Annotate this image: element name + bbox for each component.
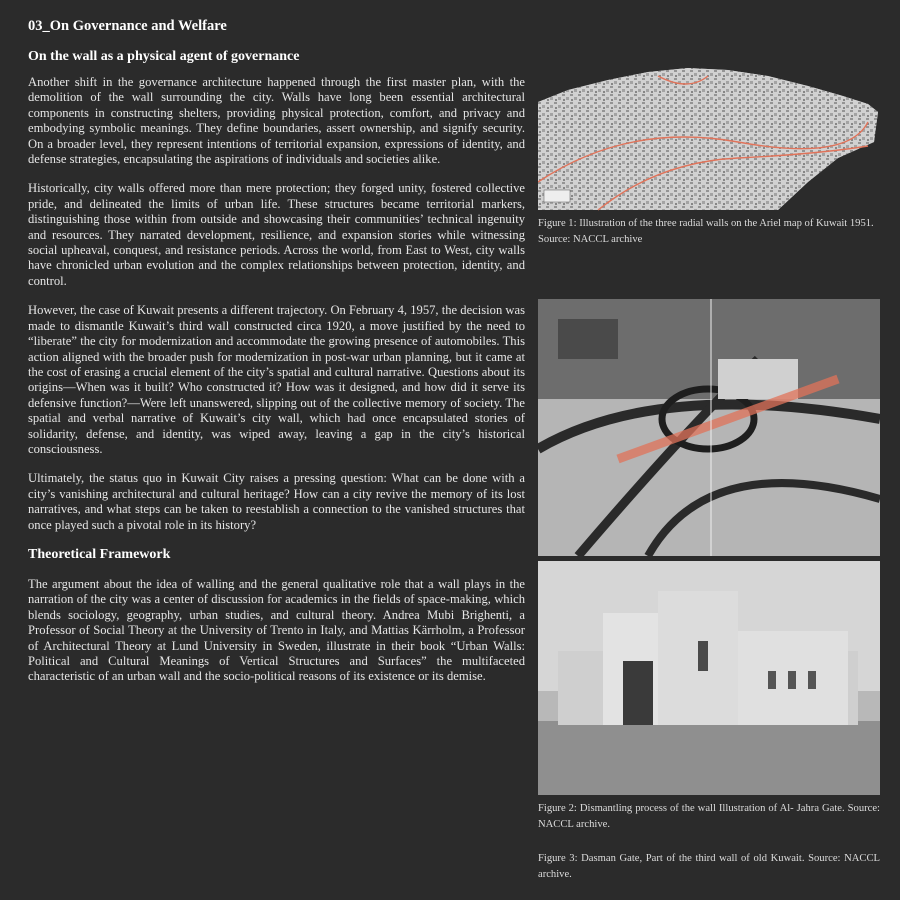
figure-1-aerial-map bbox=[538, 62, 880, 214]
figure-1-caption: Figure 1: Illustration of the three radial walls on the Ariel map of Kuwait 1951. Source: NACCL archive bbox=[538, 218, 874, 245]
text-column bbox=[28, 18, 525, 699]
framework-paragraph: The argument about the idea of walling and the general qualitative role that a wall plays in the narration of the city was a center of discussion for academics in the fields of space-making, which blends sociology, geography, urban studies, and cultural theory. Andrea Mubi Brighenti, a Professor of Social Theory at the University of Trento in Italy, and Mattias Kärrholm, a Professor of Architectural Theory at Lund University in Sweden, illustrate in their book “Urban Walls: Political and Cultural Meanings of Vertical Structures and Surfaces” the multifaceted characteristic of an urban wall and the socio-political reasons of its existence or its demise. bbox=[28, 576, 525, 684]
paragraph-2: Historically, city walls offered more than mere protection; they forged unity, fostered collective pride, and delineated the limits of urban life. These structures became territorial markers, distinguishing those within from outside and showcasing their communities’ technical ingenuity and resources. They narrated development, resilience, and expansion stories while witnessing social upheaval, conquest, and resistance periods. Across the world, from East to West, city walls have chronicled urban evolution and the complex relationships between protection, identity, and control. bbox=[28, 181, 525, 288]
paragraph-3: However, the case of Kuwait presents a different trajectory. On February 4, 1957, the decision was made to dismantle Kuwait’s third wall constructed circa 1920, a move justified by the need to “liberate” the city for modernization and accommodate the growing presence of automobiles. This action aligned with the broader push for modernization in post-war urban planning, but it came at the cost of erasing a crucial element of the city’s spatial and cultural narrative. Questions about its origins—When was it built? Who constructed it? How was it designed, and how did it serve its defensive function?—Were left unanswered, slipping out of the collective memory of society. The spatial and verbal narrative of Kuwait’s city wall, which had once encapsulated stories of solidarity, defense, and identity, was wiped away, leaving a gap in the city’s historical consciousness. bbox=[28, 303, 525, 456]
figure-2-caption: Figure 2: Dismantling process of the wall Illustration of Al- Jahra Gate. Source: NACCL archive. bbox=[538, 803, 880, 830]
figure-2-aerial-photo bbox=[538, 299, 880, 556]
figure-3-gate-photo bbox=[538, 561, 880, 795]
paragraph-4: Ultimately, the status quo in Kuwait City raises a pressing question: What can be done with a city’s vanishing architectural and cultural heritage? How can a city revive the memory of its lost narratives, and what steps can be taken to reestablish a connection to the vanished structures that once played such a pivotal role in its history? bbox=[28, 471, 525, 532]
section-subheading: On the wall as a physical agent of governance bbox=[28, 49, 300, 64]
framework-heading: Theoretical Framework bbox=[28, 546, 171, 562]
paragraph-1: Another shift in the governance architecture happened through the first master plan, with the demolition of the wall surrounding the city. Walls have long been essential architectural components in constructing shelters, providing physical protection, comfort, and privacy and embodying symbolic meanings. They define boundaries, assert ownership, and signify security. On a broader level, they represent intentions of territorial expansion, expressions of identity, and defense strategies, encapsulating the aspirations of individuals and societies alike. bbox=[28, 75, 525, 167]
section-heading: 03_On Governance and Welfare bbox=[28, 18, 227, 34]
figure-3-caption: Figure 3: Dasman Gate, Part of the third wall of old Kuwait. Source: NACCL archive. bbox=[538, 853, 880, 880]
